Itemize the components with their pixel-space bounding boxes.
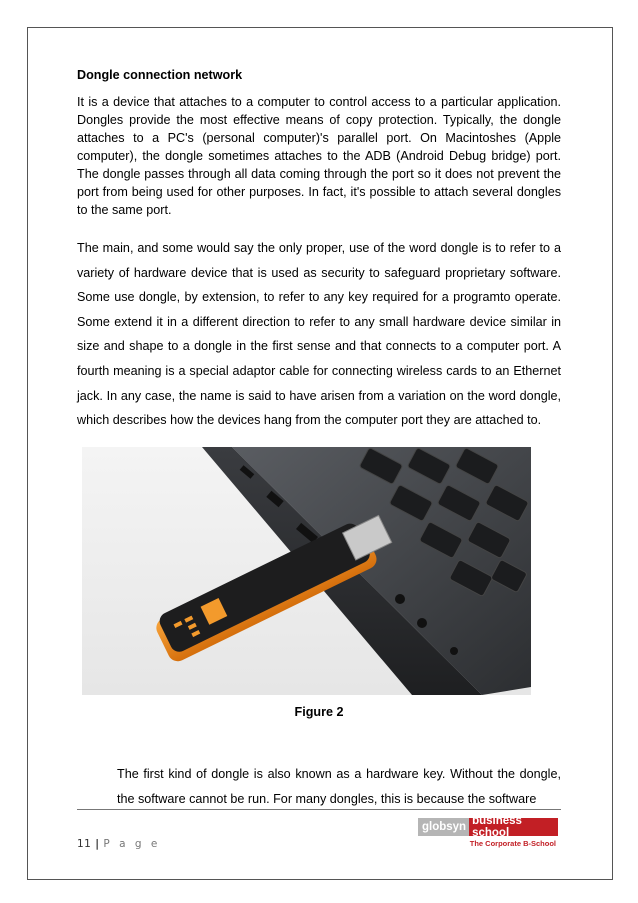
paragraph-2: The main, and some would say the only proper, use of the word dongle is to refer to a variety of hardware device that is used as security to safeguard proprietary software. Some use dongle, by extension, to refer to any key required for a programto operate. Some extend it in a different direction to refer to any small hardware device similar in size and shape to a dongle in the first sense and that connects to a computer port. A fourth meaning is a special adaptor cable for connecting wireless cards to an Ethernet jack. In any case, the name is said to have arisen from a variation on the word dongle, which describes how the devices hang from the computer port they are attached to. — [77, 241, 561, 428]
section-heading: Dongle connection network — [77, 68, 243, 82]
paragraph-3: The first kind of dongle is also known as a hardware key. Without the dongle, the software cannot be run. For many dongles, this is because the software — [117, 767, 561, 806]
logo-part-1: globsyn — [418, 821, 469, 833]
page-number-separator: | — [95, 838, 100, 850]
globsyn-logo — [418, 815, 558, 852]
logo-part-2: business school — [469, 818, 558, 836]
page-label: P a g e — [103, 838, 161, 850]
usb-dongle-photo — [82, 447, 531, 695]
footer-divider — [77, 809, 561, 810]
logo-tagline: The Corporate B-School — [469, 839, 556, 848]
page-number-value: 11 — [77, 838, 92, 850]
logo-wordmark — [418, 815, 558, 839]
paragraph-1: It is a device that attaches to a computer to control access to a particular application. Dongles provide the most effective means of copy protection. Typically, the dongle attaches to a PC's (personal computer)'s parallel port. On Macintoshes (Apple computer), the dongle sometimes attaches to the ADB (Android Debug bridge) port. The dongle passes through all data coming through the port so it does not prevent the port from being used for other purposes. In fact, it's possible to attach several dongles to the same port. — [77, 95, 561, 217]
figure-caption: Figure 2 — [294, 705, 344, 719]
page-number — [77, 838, 160, 850]
